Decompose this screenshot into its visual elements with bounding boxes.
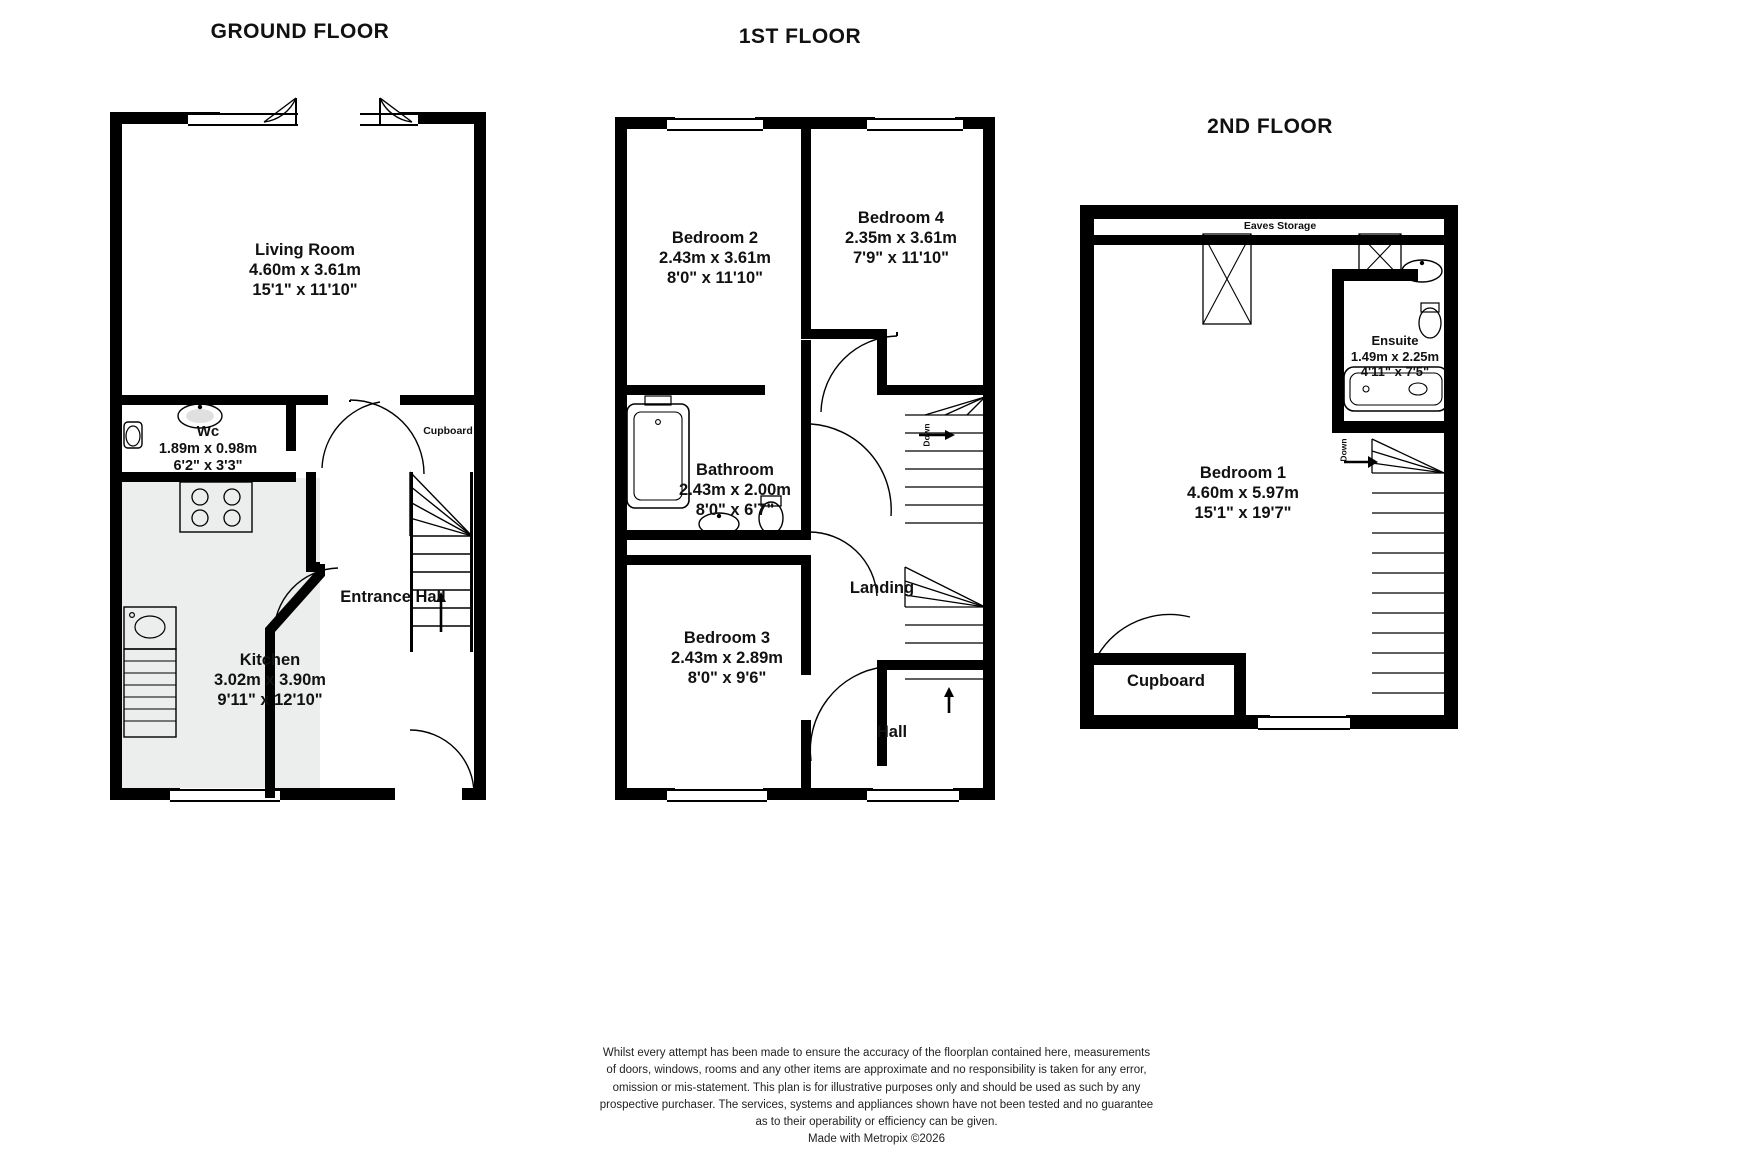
ground-floor-plan	[110, 100, 500, 810]
disclaimer-line-1: Whilst every attempt has been made to ensure the accuracy of the floorplan contained here, measurements	[602, 1047, 1151, 1059]
room-imperial-wc: 6'2" x 3'3"	[173, 458, 243, 475]
wall-bottom-right-1f	[953, 788, 995, 800]
room-name-living-room: Living Room	[255, 241, 355, 259]
room-label-kitchen	[170, 650, 370, 710]
room-imperial-bedroom-2: 8'0" x 11'10"	[667, 269, 763, 288]
room-label-living-room	[200, 240, 410, 300]
window-bed2	[667, 118, 763, 131]
second-floor-plan	[1080, 205, 1462, 735]
room-label-hall-1f	[837, 722, 947, 742]
wall-hall-kitchen-upper	[306, 472, 316, 568]
window-bed3	[667, 789, 767, 802]
room-imperial-bedroom-4: 7'9" x 11'10"	[853, 249, 949, 268]
room-name-entrance-hall: Entrance Hall	[340, 588, 446, 606]
room-imperial-bedroom-1: 15'1" x 19'7"	[1194, 504, 1292, 523]
room-imperial-ensuite: 4'11" x 7'5"	[1360, 364, 1430, 380]
wall-top-left-1f	[615, 117, 675, 129]
room-metric-bedroom-4: 2.35m x 3.61m	[845, 229, 957, 248]
room-name-wc: Wc	[196, 423, 220, 440]
room-metric-bedroom-2: 2.43m x 3.61m	[659, 249, 771, 268]
door-front	[388, 730, 478, 810]
room-metric-bathroom: 2.43m x 2.00m	[679, 481, 791, 500]
wall-bottom-mid-1f	[763, 788, 873, 800]
wall-top-2f	[1080, 205, 1458, 219]
window-bed1	[1258, 716, 1350, 730]
window-bed4	[867, 118, 963, 131]
patio-doors	[260, 94, 420, 164]
room-label-bathroom	[645, 460, 825, 520]
room-name-landing: Landing	[849, 579, 915, 597]
room-label-ensuite	[1330, 333, 1460, 380]
wall-bed2-bed4	[801, 117, 811, 339]
room-label-entrance-hall	[308, 587, 478, 607]
room-label-bedroom-4	[811, 208, 991, 268]
door-bed4	[801, 330, 911, 425]
room-name-kitchen: Kitchen	[239, 651, 301, 669]
first-floor-plan	[615, 100, 1015, 810]
room-metric-ensuite: 1.49m x 2.25m	[1350, 348, 1440, 364]
room-label-cupboard-2f	[1096, 671, 1236, 691]
room-metric-wc: 1.89m x 0.98m	[158, 441, 258, 457]
room-name-bedroom-1: Bedroom 1	[1199, 464, 1287, 482]
room-name-bedroom-3: Bedroom 3	[683, 629, 771, 647]
room-imperial-kitchen: 9'11" x 12'10"	[217, 691, 323, 710]
wall-right	[474, 112, 486, 800]
annotation-down-1f: Down	[921, 423, 932, 447]
room-name-hall-1f: Hall	[876, 723, 908, 741]
room-metric-kitchen: 3.02m x 3.90m	[214, 671, 326, 690]
annotation-cupboard-ground: Cupboard	[423, 425, 473, 437]
room-imperial-living-room: 15'1" x 11'10"	[252, 281, 358, 300]
staircase-ground	[410, 472, 474, 654]
disclaimer-line-4: prospective purchaser. The services, systems and appliances shown have not been tested and no guarantee	[599, 1098, 1154, 1111]
room-label-wc	[128, 423, 288, 476]
staircase-2f	[1372, 437, 1446, 719]
room-label-landing	[807, 578, 957, 598]
room-metric-bedroom-3: 2.43m x 2.89m	[671, 649, 783, 668]
room-name-bathroom: Bathroom	[696, 461, 774, 479]
room-name-bedroom-2: Bedroom 2	[671, 229, 759, 247]
window-hall-1f	[867, 789, 959, 802]
door-cupboard-2f	[1096, 605, 1196, 661]
room-name-cupboard-2f: Cupboard	[1127, 672, 1205, 690]
room-imperial-bathroom: 8'0" x 6'7"	[695, 501, 775, 520]
wall-bathroom-top	[615, 385, 765, 395]
wall-top-mid-1f	[755, 117, 875, 129]
disclaimer-block	[0, 1045, 1753, 1149]
room-label-bedroom-3	[637, 628, 817, 688]
annotation-down-2f: Down	[1338, 438, 1349, 462]
wall-bottom-left-1f	[615, 788, 675, 800]
staircase-1f-up	[905, 395, 987, 555]
room-label-bedroom-2	[635, 228, 795, 288]
annotation-eaves-storage: Eaves Storage	[1243, 220, 1317, 232]
eaves-hatch-left	[1202, 233, 1252, 325]
room-name-ensuite: Ensuite	[1371, 333, 1419, 348]
room-name-bedroom-4: Bedroom 4	[857, 209, 945, 227]
door-hall-cupboard	[342, 396, 462, 482]
room-metric-bedroom-1: 4.60m x 5.97m	[1187, 484, 1299, 503]
room-imperial-bedroom-3: 8'0" x 9'6"	[687, 669, 767, 688]
disclaimer-line-5: as to their operability or efficiency can be given.	[755, 1116, 998, 1128]
wall-bed3-top	[615, 555, 811, 565]
room-metric-living-room: 4.60m x 3.61m	[249, 261, 361, 280]
disclaimer-credit: Made with Metropix ©2026	[808, 1133, 945, 1146]
disclaimer-line-3: omission or mis-statement. This plan is for illustrative purposes only and should be used as such by any	[612, 1081, 1141, 1094]
hob-icon	[178, 480, 264, 538]
room-label-bedroom-1	[1128, 463, 1358, 523]
floor-title-ground: GROUND FLOOR	[210, 20, 390, 43]
floor-title-second: 2ND FLOOR	[1207, 115, 1333, 138]
stair-direction-arrow-1f	[939, 685, 959, 715]
floor-title-first: 1ST FLOOR	[738, 25, 862, 48]
wall-left-2f	[1080, 205, 1094, 729]
disclaimer-line-2: of doors, windows, rooms and any other items are approximate and no responsibility is taken for any error,	[606, 1064, 1147, 1077]
